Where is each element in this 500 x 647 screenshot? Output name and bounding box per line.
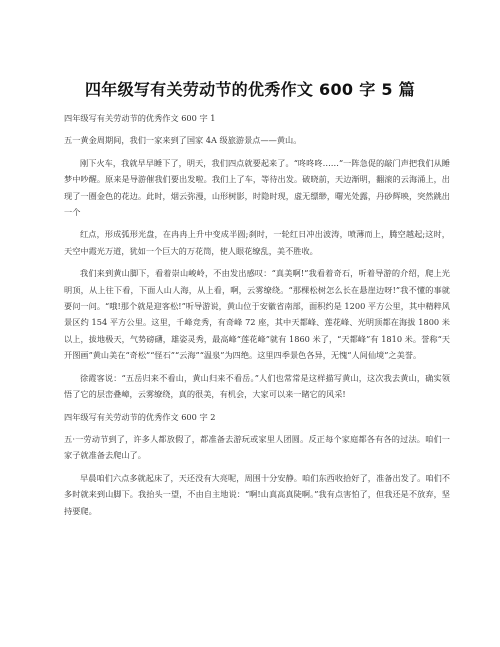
paragraph: 五一黄金周期间，我们一家来到了国家 4A 级旅游景点——黄山。 <box>64 135 302 146</box>
paragraph: 五·一劳动节到了，许多人都放假了，都准备去游玩或家里人团圆。反正每个家庭都各有各的过法。咱们一家子就准备去爬山了。 <box>64 433 450 461</box>
paragraph: 早晨咱们六点多就起床了，天还没有大亮呢，周围十分安静。咱们东西收拾好了，准备出发了。咱们不多时就来到山脚下。我抬头一望，不由自主地说：“啊!山真高真陡啊。”我有点害怕了，但我还是不放弃，坚持要爬。 <box>64 472 450 516</box>
paragraph: 刚下火车，我就早早睡下了，明天，我们四点就要起来了。“咚咚咚……”一阵急促的敲门声把我们从睡梦中吵醒。原来是导游催我们要出发啦。我们上了车，等待出发。破晓前，天边渐明，翻滚的云海涌上，出现了一圈金色的花边。此时，烟云弥漫，山形树影，时隐时现，虚无缥缈，曙光处露，丹砂辉映，突然跳出一个 <box>64 157 450 218</box>
document-body <box>64 110 450 525</box>
document-title: 四年级写有关劳动节的优秀作文 600 字 5 篇 <box>84 80 415 99</box>
paragraph: 我们来到黄山脚下，看着崇山峻岭，不由发出感叹：“真美啊!”我看着奇石，听着导游的介绍，爬上光明顶，从上往下看，下面人山人海，从上看，啊，云雾缭绕。“那棵松树怎么长在悬崖边呀!”我不懂的事就要问一问。“哦!那个就是迎客松!”听导游说，黄山位于安徽省南部，面积约是 1200 平方公里，其中精粹风景区约 154 平方公里。这里，千峰竞秀，有奇峰 72 座，其中天都峰、莲花峰、光明顶都在海拔 1800 米以上，拔地极天，气势磅礴，雄姿灵秀，最高峰“莲花峰”就有 1860 米了，“天都峰”有 1810 米。誉称“天开图画”黄山美在“奇松”“怪石”“云海”“温泉”为四绝。这里四季景色各异，无愧“人间仙境”之美誉。 <box>64 268 450 361</box>
paragraph: 红点，形成弧形光盘，在冉冉上升中变成半圆;刹时，一轮红日冲出波涛，喷薄而上，腾空越起;这时，天空中霞光万道，犹如一个巨大的万花筒，使人眼花缭乱，美不胜收。 <box>64 229 450 256</box>
essay-heading-2: 四年级写有关劳动节的优秀作文 600 字 2 <box>64 411 216 422</box>
essay-heading-1: 四年级写有关劳动节的优秀作文 600 字 1 <box>64 113 216 123</box>
paragraph: 徐霞客说：“五岳归来不看山，黄山归来不看岳。”人们也常常是这样描写黄山，这次我去黄山，确实领悟了它的层峦叠嶂，云雾缭绕，真的很美，有机会，大家可以来一睹它的风采! <box>64 372 450 400</box>
